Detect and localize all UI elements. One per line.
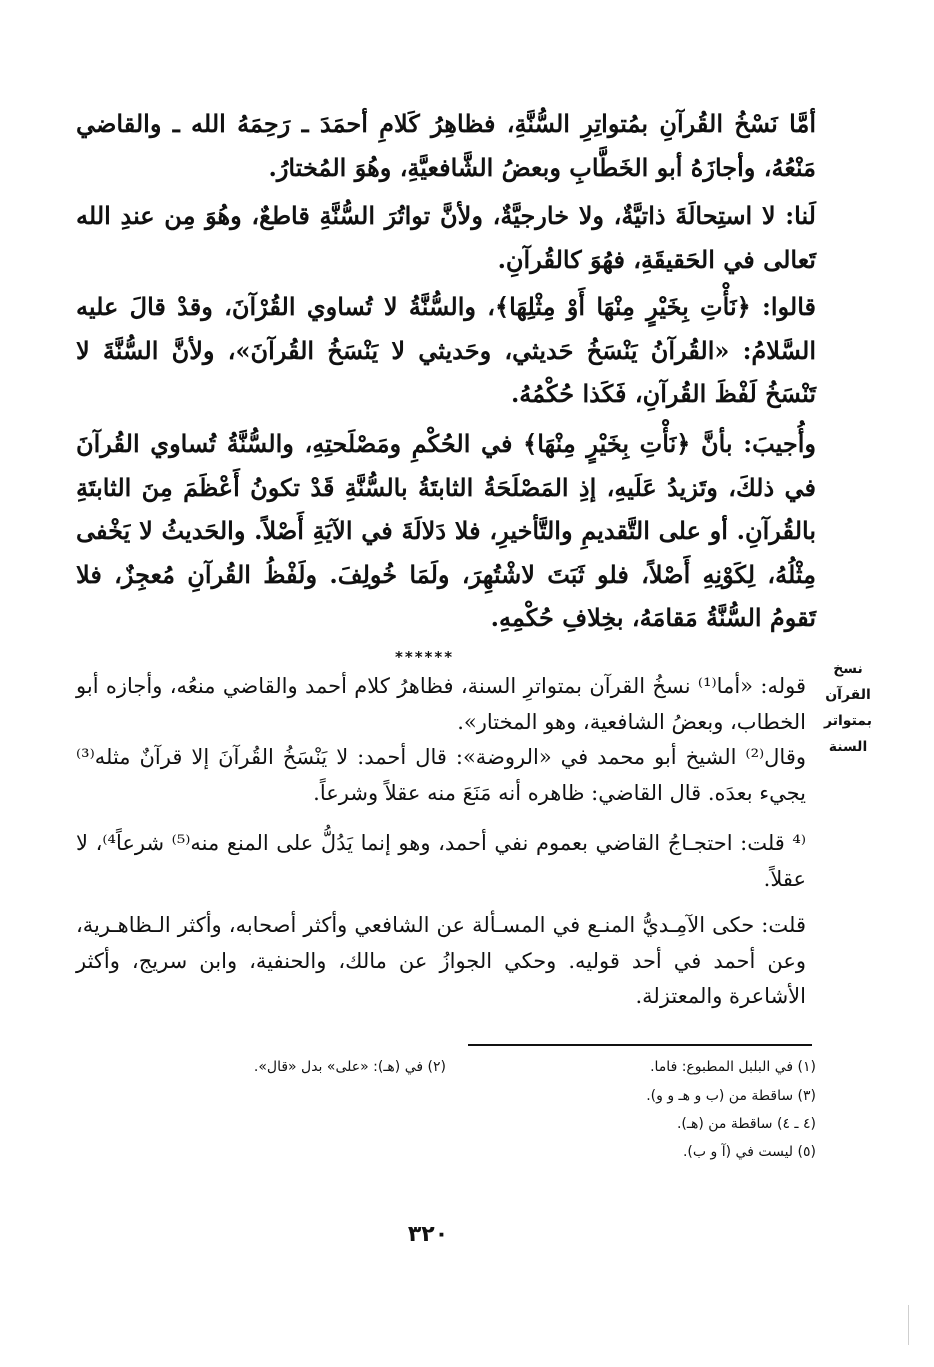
matn-paragraph: قالوا: ﴿نَأْتِ بِخَيْرٍ مِنْهَا أَوْ مِثْلِهَا﴾، والسُّنَّةُ لا تُساوي القُرْآنَ، وقدْ قالَ عليه السَّلامُ: «القُرآنُ يَنْسَخُ حَديثي، وحَديثي لا يَنْسَخُ القُرآنَ»، ولأنَّ السُّنَّةَ لا تَنْسَخُ لَفْظَ القُرآنِ، فَكَذا حُكْمُهُ. bbox=[76, 292, 816, 408]
footnote: (٤ ـ ٤) ساقطة من (هـ). bbox=[676, 1116, 816, 1132]
matn-paragraph: أمَّا نَسْخُ القُرآنِ بمُتواتِرِ السُّنَّةِ، فظاهِرُ كَلامِ أحمَدَ ـ رَحِمَهُ الله ـ والقاضي مَنْعُهُ، وأجازَهُ أبو الخَطَّابِ وبعضُ الشَّافعيَّةِ، وهُوَ المُختارُ. bbox=[76, 109, 816, 182]
page-number: ٣٢٠ bbox=[407, 1222, 449, 1247]
section-divider-stars: ****** bbox=[395, 648, 455, 666]
footnote-separator bbox=[468, 1044, 812, 1046]
margin-heading: نسخ القرآن بمتواتر السنة bbox=[824, 661, 872, 755]
footnote: (٢) في (هـ): «على» بدل «قال». bbox=[253, 1059, 446, 1075]
matn-paragraph: لَنا: لا استِحالَةَ ذاتيَّةٌ، ولا خارجيَّةٌ، ولأنَّ تواتُرَ السُّنَّةِ قاطعٌ، وهُوَ مِن عندِ الله تَعالى في الحَقيقَةِ، فهُوَ كالقُرآنِ. bbox=[76, 201, 816, 274]
footnote: (١) في البلبل المطبوع: فاما. bbox=[650, 1059, 816, 1075]
commentary-paragraph: قوله: «أما⁽¹⁾ نسخُ القرآن بمتواترِ السنة، فظاهرُ كلام أحمد والقاضي منعُه، وأجازه أبو الخطاب، وبعضُ الشافعية، وهو المختار». bbox=[76, 674, 806, 734]
commentary-paragraph: قلت: حكى الآمِـديُّ المنـع في المسـألة عن الشافعي وأكثر أصحابه، وأكثر الـظاهـرية، وعن أحمد في أحد قوليه. وحكي الجوازُ عن مالك، والحنفية، وابن سريج، وأكثر الأشاعرة والمعتزلة. bbox=[76, 913, 806, 1008]
commentary-paragraph: ⁽⁴ قلت: احتجـاجُ القاضي بعموم نفي أحمد، وهو إنما يَدُلُّ على المنع منه⁽⁵⁾ شرعاً⁴⁾، لا عقلاً. bbox=[76, 831, 806, 891]
matn-paragraph: وأُجيبَ: بأنَّ ﴿نَأْتِ بِخَيْرٍ مِنْهَا﴾ في الحُكْمِ ومَصْلَحتِهِ، والسُّنَّةُ تُساوي القُرآنَ في ذلكَ، وتَزيدُ عَلَيهِ، إذِ المَصْلَحَةُ الثابتَةُ بالسُّنَّةِ قَدْ تكونُ أَعْظَمَ مِنَ الثابتَةِ بالقُرآنِ. أو على التَّقديمِ والتَّأخيرِ، فلا دَلالَةَ في الآيَةِ أَصْلاً. والحَديثُ لا يَخْفى مِثْلُهُ، لِكَوْنِهِ أَصْلاً، فلو ثَبَتَ لاشْتُهِرَ، ولَمَا خُولِفَ. ولَفْظُ القُرآنِ مُعجِزٌ، فلا تَقومُ السُّنَّةُ مَقامَهُ، بخِلافِ حُكْمِهِ. bbox=[76, 429, 816, 632]
footnote: (٥) ليست في (آ و ب). bbox=[682, 1144, 816, 1160]
scan-edge-mark bbox=[908, 1305, 909, 1345]
commentary-paragraph: وقال⁽²⁾ الشيخ أبو محمد في «الروضة»: قال أحمد: لا يَنْسَخُ القُرآنَ إلا قرآنٌ مثله⁽³⁾ يجيء بعدَه. قال القاضي: ظاهره أنه مَنَعَ منه عقلاً وشرعاً. bbox=[76, 745, 806, 805]
footnote: (٣) ساقطة من (ب و هـ و و). bbox=[646, 1088, 816, 1104]
